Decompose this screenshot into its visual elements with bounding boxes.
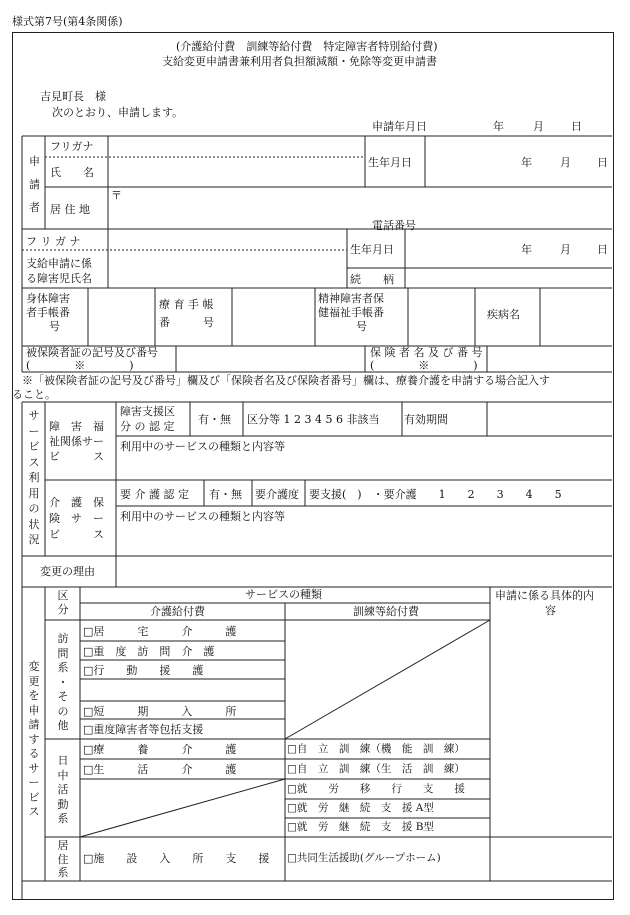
disease-label: 疾病名: [487, 308, 520, 321]
care-insurance-label-2: 険 サ ー: [49, 512, 104, 525]
intro-text: 次のとおり、申請します。: [52, 106, 184, 119]
form-title-line1: (介護給付費 訓練等給付費 特定障害者特別給付費): [176, 40, 438, 53]
child-relation-label: 続 柄: [350, 273, 394, 286]
care-cert-label: 要 介 護 認 定: [120, 488, 189, 501]
welfare-service-label-3: ビ ス: [49, 450, 104, 463]
visit-group-label: 訪 問 系 ・ そ の 他: [57, 632, 69, 732]
day-care-item[interactable]: □生 活 介 護: [83, 763, 237, 776]
physical-handbook-label-2: 者手帳番: [26, 306, 70, 319]
change-reason-label: 変更の理由: [40, 565, 95, 578]
applicant-birth-day-unit: 日: [597, 156, 608, 169]
insured-label: 被保険者証の記号及び番号: [26, 346, 158, 359]
addressee: 吉見町長 様: [40, 90, 106, 103]
applicant-side-char-2: 請: [29, 178, 40, 191]
service-types-label: サービスの種類: [245, 588, 322, 601]
applicant-side-char-1: 申: [29, 155, 40, 168]
welfare-service-label-1: 障 害 福: [49, 420, 104, 433]
visit-item[interactable]: □居 宅 介 護: [83, 625, 237, 638]
current-services-label-2: 利用中のサービスの種類と内容等: [120, 510, 285, 523]
physical-handbook-label-3: 号: [49, 320, 60, 333]
child-birth-label: 生年月日: [350, 243, 394, 256]
usage-side-label: サ ー ビ ス 利 用 の 状 況: [28, 409, 40, 546]
phone-label: 電話番号: [372, 219, 416, 232]
applicant-birth-label: 生年月日: [368, 156, 412, 169]
applicant-furigana-label: フリガナ: [50, 140, 94, 153]
visit-item[interactable]: □短 期 入 所: [83, 705, 237, 718]
care-level-label: 要介護度: [255, 488, 299, 501]
note-line1: ※「被保険者証の記号及び番号」欄及び「保険者名及び保険者番号」欄は、療養介護を申請する場合記入す: [22, 374, 550, 387]
mental-handbook-label-2: 健福祉手帳番: [318, 306, 384, 319]
visit-item[interactable]: □重 度 訪 問 介 護: [83, 645, 215, 658]
change-side-label: 変 更 を 申 請 す る サ ー ビ ス: [28, 660, 40, 818]
support-category: 区分等 1 2 3 4 5 6 非該当: [247, 413, 380, 426]
postal-mark: 〒: [111, 189, 122, 202]
details-label-1: 申請に係る具体的内: [495, 589, 594, 602]
physical-handbook-label-1: 身体障害: [26, 292, 70, 305]
ryoiku-handbook-label-2: 番 号: [159, 316, 214, 329]
application-date-day-unit: 日: [571, 120, 582, 133]
training-pay-label: 訓練等給付費: [353, 605, 419, 618]
insurer-note: ( ※ ): [370, 359, 478, 372]
ryoiku-handbook-label-1: 療 育 手 帳: [159, 298, 214, 311]
day-care-item[interactable]: □療 養 介 護: [83, 743, 237, 756]
home-care-item[interactable]: □施 設 入 所 支 援: [83, 852, 270, 865]
note-line2: ること。: [12, 388, 56, 401]
application-date-year-unit: 年: [493, 120, 504, 133]
valid-period-label: 有効期間: [404, 413, 448, 426]
kubun-label: 区 分: [57, 589, 69, 616]
care-cert-yes-no: 有・無: [209, 488, 242, 501]
day-training-item[interactable]: □自 立 訓 練（機 能 訓 練）: [287, 743, 465, 755]
form-number: 様式第7号(第4条関係): [12, 15, 123, 28]
home-group-label: 居 住 系: [57, 839, 69, 879]
care-pay-label: 介護給付費: [150, 605, 205, 618]
current-services-label: 利用中のサービスの種類と内容等: [120, 440, 285, 453]
child-birth-year-unit: 年: [521, 243, 532, 256]
application-date-label: 申請年月日: [372, 120, 427, 133]
mental-handbook-label-3: 号: [356, 320, 367, 333]
applicant-name-label: 氏 名: [50, 166, 94, 179]
child-name-label-1: 支給申請に係: [26, 257, 92, 270]
insured-note: ( ※ ): [26, 359, 134, 372]
child-furigana-label: フ リ ガ ナ: [26, 235, 81, 248]
mental-handbook-label-1: 精神障害者保: [318, 292, 384, 305]
day-training-item[interactable]: □就 労 継 続 支 援 B型: [287, 821, 434, 833]
care-level-values: 要支援( ) ・要介護 1 2 3 4 5: [309, 488, 562, 501]
visit-item[interactable]: □行 動 援 護: [83, 664, 204, 677]
form-title-line2: 支給変更申請書兼利用者負担額減額・免除等変更申請書: [162, 55, 437, 68]
child-birth-day-unit: 日: [597, 243, 608, 256]
visit-item[interactable]: □重度障害者等包括支援: [83, 723, 204, 736]
child-name-label-2: る障害児氏名: [26, 272, 92, 285]
day-training-item[interactable]: □就 労 移 行 支 援: [287, 783, 465, 795]
care-insurance-label-1: 介 護 保: [49, 496, 104, 509]
child-birth-month-unit: 月: [560, 243, 571, 256]
applicant-birth-month-unit: 月: [560, 156, 571, 169]
day-training-item[interactable]: □就 労 継 続 支 援 A型: [287, 802, 434, 814]
day-group-label: 日 中 活 動 系: [57, 754, 69, 825]
support-cert-yes-no: 有・無: [198, 413, 231, 426]
care-insurance-label-3: ビ ス: [49, 528, 104, 541]
support-cert-label-1: 障害支援区: [120, 405, 175, 418]
day-training-item[interactable]: □自 立 訓 練（生 活 訓 練）: [287, 763, 465, 775]
applicant-birth-year-unit: 年: [521, 156, 532, 169]
applicant-address-label: 居 住 地: [50, 203, 90, 216]
application-date-month-unit: 月: [533, 120, 544, 133]
welfare-service-label-2: 祉関係サー: [49, 435, 104, 448]
support-cert-label-2: 分 の 認 定: [120, 420, 175, 433]
applicant-side-char-3: 者: [29, 201, 40, 214]
details-label-2: 容: [545, 604, 556, 617]
home-training-item[interactable]: □共同生活援助(グループホーム): [287, 852, 441, 864]
insurer-label: 保 険 者 名 及 び 番 号: [370, 346, 483, 359]
